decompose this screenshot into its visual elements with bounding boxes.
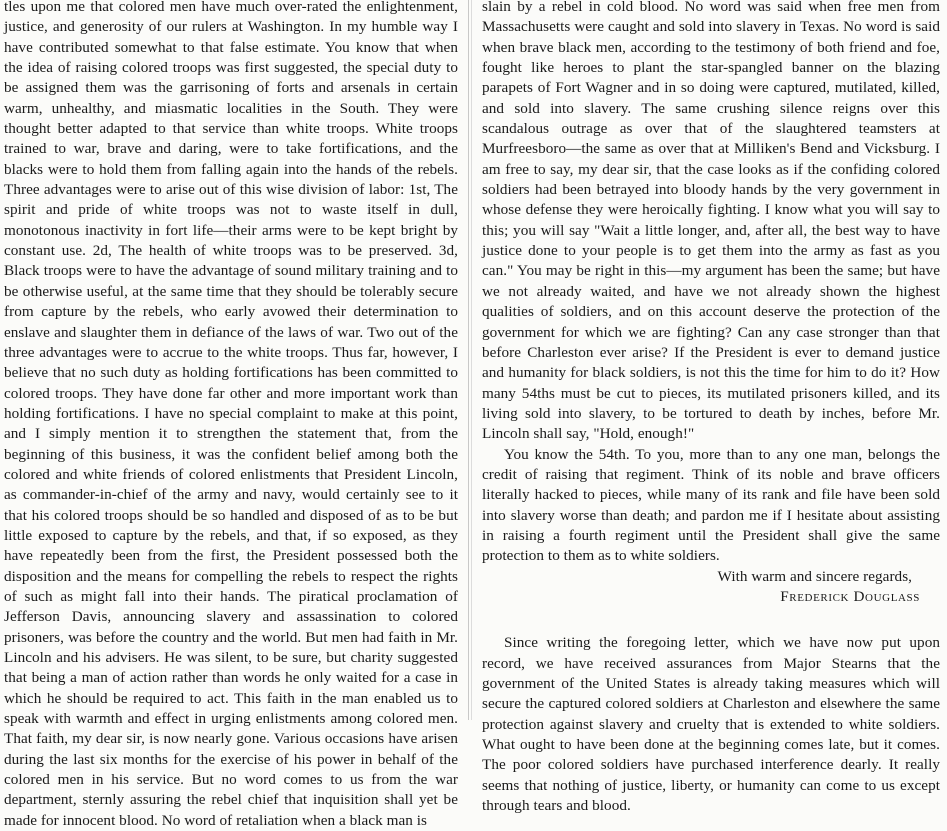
column-divider bbox=[468, 0, 469, 720]
body-paragraph: tles upon me that colored men have much over-rated the enlightenment, justice, and generosity of our rulers at Washington. In my humble way I have contributed somewhat to that false estimate. You know that when the idea of raising colored troops was first suggested, the special duty to be assigned them was the garrisoning of forts and arsenals in certain warm, unhealthy, and miasmatic localities in the South. They were thought better adapted to that service than white troops. White troops trained to war, brave and daring, were to take fortifications, and the blacks were to hold them from falling again into the hands of the rebels. Three advantages were to arise out of this wise division of labor: 1st, The spirit and pride of white troops was not to waste itself in dull, monotonous inactivity in fort life—their arms were to be kept bright by constant use. 2d, The health of white troops was to be preserved. 3d, Black troops were to have the advantage of sound military training and to be otherwise useful, at the same time that they should be tolerably secure from capture by the rebels, who early avowed their determination to enslave and slaughter them in defiance of the laws of war. Two out of the three advantages were to accrue to the white troops. Thus far, however, I believe that no such duty as holding fortifications has been committed to colored troops. They have done far other and more important work than holding fortifications. I have no special complaint to make at this point, and I simply mention it to strengthen the statement that, from the beginning of this business, it was the confident belief among both the colored and white friends of colored enlistments that President Lincoln, as commander-in-chief of the army and navy, would certainly see to it that his colored troops should be so handled and disposed of as to be but little exposed to capture by the rebels, and that, if so exposed, as they have repeatedly been from the first, the President possessed both the disposition and the means for compelling the rebels to respect the rights of such as might fall into their hands. The piratical proclamation of Jefferson Davis, announcing slavery and assassination to colored prisoners, was before the country and the world. But men had faith in Mr. Lincoln and his advisers. He was silent, to be sure, but charity suggested that being a man of action rather than words he only waited for a case in which he should be required to act. This faith in the man enabled us to speak with warmth and effect in urging enlistments among colored men. That faith, my dear sir, is now nearly gone. Various occasions have arisen during the last six months for the exercise of his power in behalf of the colored men in his service. But no word comes to us from the war department, sternly assuring the rebel chief that inquisition shall yet be made for innocent blood. No word of retaliation when a black man is bbox=[4, 0, 458, 829]
left-text-column bbox=[4, 0, 458, 831]
signature: Frederick Douglass bbox=[780, 587, 920, 605]
body-paragraph: You know the 54th. To you, more than to any one man, belongs the credit of raising that regiment. Think of its noble and brave officers literally hacked to pieces, while many of its rank and file have been sold into slavery worse than death; and pardon me if I hesitate about assisting in raising a fourth regiment until the President shall give the same protection to them as to white soldiers. bbox=[482, 445, 940, 565]
body-paragraph: slain by a rebel in cold blood. No word was said when free men from Massachusetts were caught and sold into slavery in Texas. No word is said when brave black men, according to the testimony of both friend and foe, fought like heroes to plant the star-spangled banner on the blazing parapets of Fort Wagner and in so doing were captured, mutilated, killed, and sold into slavery. The same crushing silence reigns over this scandalous outrage as over that of the slaughtered teamsters at Murfreesboro—the same as over that at Milliken's Bend and Vicksburg. I am free to say, my dear sir, that the case looks as if the confiding colored soldiers had been betrayed into bloody hands by the very government in whose defense they were heroically fighting. I know what you will say to this; you will say "Wait a little longer, and, after all, the best way to have justice done to your people is to get them into the army as fast as you can." You may be right in this—my argument has been the same; but have we not already waited, and have we not already shown the highest qualities of soldiers, and on this account deserve the protection of the government for which we are fighting? Can any case stronger than that before Charleston ever arise? If the President is ever to demand justice and humanity for black soldiers, is not this the time for him to do it? How many 54ths must be cut to pieces, its mutilated prisoners killed, and its living sold into slavery, to be tortured to death by inches, before Mr. Lincoln shall say, "Hold, enough!" bbox=[482, 0, 940, 443]
right-text-column bbox=[482, 0, 940, 816]
postscript-paragraph: Since writing the foregoing letter, which we have now put upon record, we have received assurances from Major Stearns that the government of the United States is already taking measures which will secure the captured colored soldiers at Charleston and elsewhere the same protection against slavery and cruelty that is extended to white soldiers. What ought to have been done at the beginning comes late, but it comes. The poor colored soldiers have purchased interference dearly. It really seems that nothing of justice, liberty, or humanity can come to us except through tears and blood. bbox=[482, 634, 940, 815]
closing-salutation: With warm and sincere regards, bbox=[717, 567, 912, 585]
column-divider-shadow bbox=[471, 0, 472, 720]
letter-closing bbox=[482, 567, 940, 608]
